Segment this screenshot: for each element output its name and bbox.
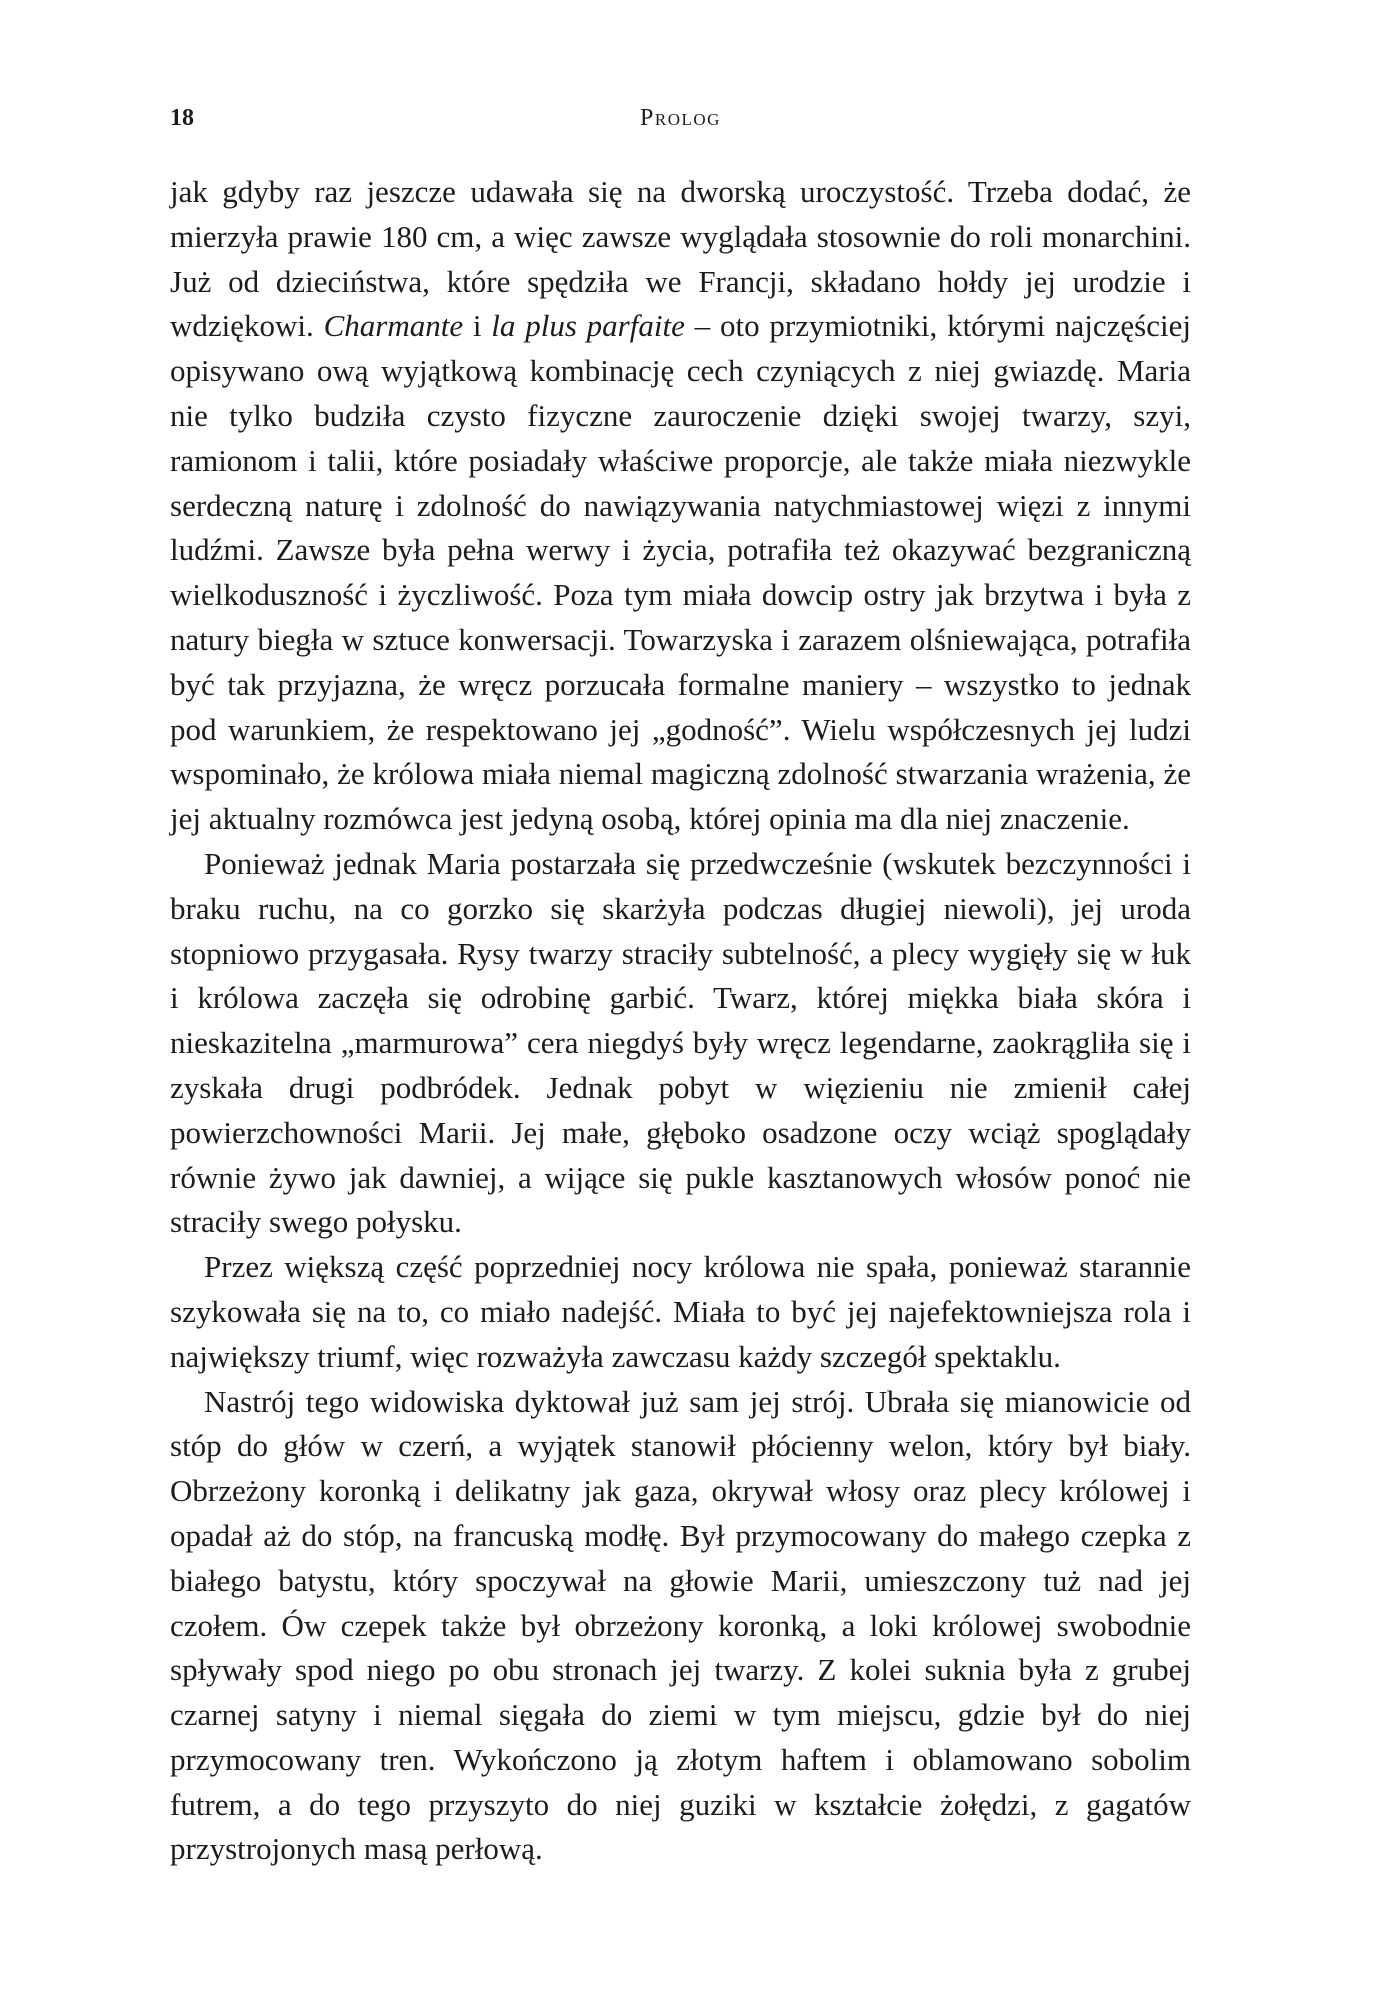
text-run: Przez większą część poprzedniej nocy królowa nie spała, ponieważ starannie szykowała się na to, co miało nadejść. Miała to być jej najefektowniejsza rola i największy triumf, więc rozważyła zawczasu każdy szczegół spektaklu. [170,1249,1191,1374]
page-number: 18 [170,105,194,131]
text-run: – oto przymiotniki, którymi najczęściej opisywano ową wyjątkową kombinację cech czyniących z niej gwiazdę. Maria nie tylko budziła czysto fizyczne zauroczenie dzięki swojej twarzy, szyi, ramionom i talii, które posiadały właściwe proporcje, ale także miała niezwykle serdeczną naturę i zdolność do nawiązywania natychmiastowej więzi z innymi ludźmi. Zawsze była pełna werwy i życia, potrafiła też okazywać bezgraniczną wielkoduszność i życzliwość. Poza tym miała dowcip ostry jak brzytwa i była z natury biegła w sztuce konwersacji. Towarzyska i zarazem olśniewająca, potrafiła być tak przyjazna, że wręcz porzucała formalne maniery – wszystko to jednak pod warunkiem, że respektowano jej „godność”. Wielu współczesnych jej ludzi wspominało, że królowa miała niemal magiczną zdolność stwarzania wrażenia, że jej aktualny rozmówca jest jedyną osobą, której opinia ma dla niej znaczenie. [170,308,1191,837]
paragraph-2 [170,842,1191,1245]
paragraph-4 [170,1380,1191,1873]
text-run: i [463,308,492,344]
text-run: jak gdyby raz jeszcze udawała się na dworską uroczystość. Trzeba dodać, że mierzyła prawie 180 cm, a więc zawsze wyglądała stosownie do roli monarchini. Już od dzieciństwa, które spędziła we Francji, składano hołdy jej urodzie i wdziękowi. [170,174,1191,344]
paragraph-3 [170,1245,1191,1379]
body-text [170,170,1191,1872]
text-run: Ponieważ jednak Maria postarzała się przedwcześnie (wskutek bezczynności i braku ruchu, na co gorzko się skarżyła podczas długiej niewoli), jej uroda stopniowo przygasała. Rysy twarzy straciły subtelność, a plecy wygięły się w łuk i królowa zaczęła się odrobinę garbić. Twarz, której miękka biała skóra i nieskazitelna „marmurowa” cera niegdyś były wręcz legendarne, zaokrągliła się i zyskała drugi podbródek. Jednak pobyt w więzieniu nie zmienił całej powierzchowności Marii. Jej małe, głęboko osadzone oczy wciąż spoglądały równie żywo jak dawniej, a wijące się pukle kasztanowych włosów ponoć nie straciły swego połysku. [170,845,1191,1240]
text-run: Nastrój tego widowiska dyktował już sam jej strój. Ubrała się mianowicie od stóp do głów w czerń, a wyjątek stanowił płócienny welon, który był biały. Obrzeżony koronką i delikatny jak gaza, okrywał włosy oraz plecy królowej i opadał aż do stóp, na francuską modłę. Był przymocowany do małego czepka z białego batystu, który spoczywał na głowie Marii, umieszczony tuż nad jej czołem. Ów czepek także był obrzeżony koronką, a loki królowej swobodnie spływały spod niego po obu stronach jej twarzy. Z kolei suknia była z grubej czarnej satyny i niemal sięgała do ziemi w tym miejscu, gdzie był do niej przymocowany tren. Wykończono ją złotym haftem i oblamowano sobolim futrem, a do tego przyszyto do niej guziki w kształcie żołędzi, z gagatów przystrojonych masą perłową. [170,1383,1191,1867]
italic-term-la-plus-parfaite: la plus parfaite [491,308,685,344]
running-header [170,98,1191,138]
paragraph-1 [170,170,1191,842]
italic-term-charmante: Charmante [323,308,464,344]
running-title: Prolog [640,105,721,131]
